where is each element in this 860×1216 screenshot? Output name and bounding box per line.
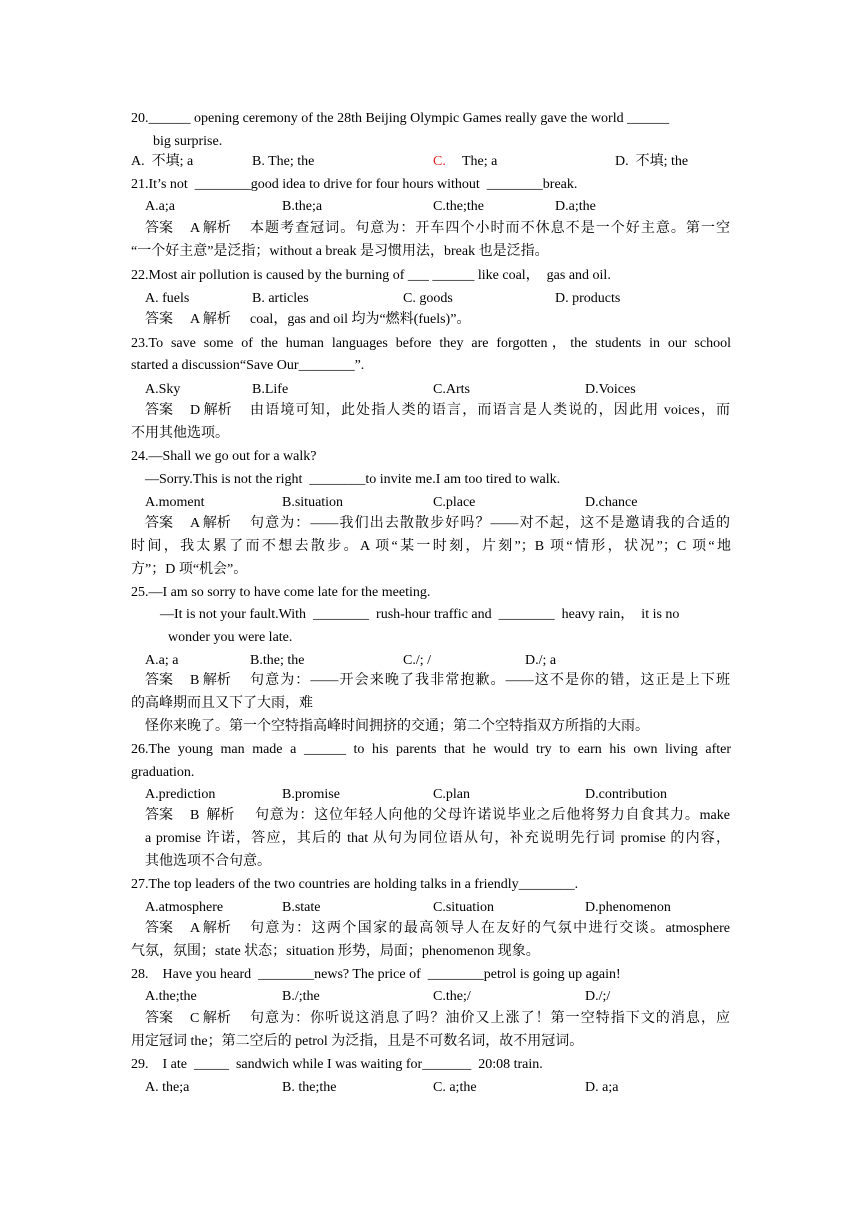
answer-value: B 解析 — [190, 673, 231, 688]
question-28-stem: 28. Have you heard ________news? The price of ________petrol is going up again! — [131, 967, 621, 982]
explanation-cont: 方”；D 项“机会”。 — [131, 562, 248, 577]
option-d: D. a;a — [585, 1080, 619, 1095]
question-21-stem: 21.It’s not ________good idea to drive for four hours without ________break. — [131, 177, 578, 192]
explanation-cont: 不用其他选项。 — [131, 426, 229, 441]
option-a: A.Sky — [145, 382, 181, 397]
option-b: B. articles — [252, 291, 309, 306]
option-b: B.promise — [282, 787, 340, 802]
question-25-stem-cont: —It is not your fault.With ________ rush-hour traffic and ________ heavy rain， it is no — [160, 607, 680, 622]
option-b: B.the;a — [282, 199, 323, 214]
option-c: C.place — [433, 495, 476, 510]
question-29-stem: 29. I ate _____ sandwich while I was waiting for_______ 20:08 train. — [131, 1057, 543, 1072]
option-d: D.Voices — [585, 382, 636, 397]
option-a: A.prediction — [145, 787, 216, 802]
answer-value: C 解析 — [190, 1011, 231, 1026]
explanation: 句意为：这两个国家的最高领导人在友好的气氛中进行交谈。atmosphere — [250, 921, 730, 936]
option-b: B.Life — [252, 382, 289, 397]
option-d: D.phenomenon — [585, 900, 671, 915]
answer-value: D 解析 — [190, 403, 232, 418]
answer-value: A 解析 — [190, 221, 231, 236]
option-b: B.the; the — [250, 653, 305, 668]
option-c: C. goods — [403, 291, 453, 306]
answer-value: A 解析 — [190, 516, 231, 531]
question-20-stem: 20.______ opening ceremony of the 28th Beijing Olympic Games really gave the world ______ — [131, 111, 670, 126]
option-b: B.situation — [282, 495, 344, 510]
answer-label: 答案 — [145, 312, 173, 327]
question-20-stem-cont: big surprise. — [153, 134, 223, 149]
option-c: C.the;the — [433, 199, 484, 214]
question-25-stem: 25.—I am so sorry to have come late for the meeting. — [131, 585, 431, 600]
option-c: C.the;/ — [433, 989, 471, 1004]
option-a: A. 不填; a — [131, 154, 194, 169]
option-a: A.a;a — [145, 199, 175, 214]
answer-label: 答案 — [145, 808, 173, 823]
option-d: D.a;the — [555, 199, 596, 214]
option-c: C./; / — [403, 653, 432, 668]
answer-label: 答案 — [145, 673, 173, 688]
answer-label: 答案 — [145, 921, 173, 936]
option-d: D. 不填; the — [615, 154, 689, 169]
option-a: A.a; a — [145, 653, 179, 668]
question-22-stem: 22.Most air pollution is caused by the burning of ___ ______ like coal， gas and oil. — [131, 268, 611, 283]
option-d: D.contribution — [585, 787, 668, 802]
answer-value: A 解析 — [190, 921, 231, 936]
option-a: A.the;the — [145, 989, 197, 1004]
question-24-stem: 24.—Shall we go out for a walk? — [131, 449, 317, 464]
question-26-stem-cont: graduation. — [131, 765, 195, 780]
answer-label: 答案 — [145, 516, 173, 531]
option-a: A. the;a — [145, 1080, 190, 1095]
question-23-stem: 23.To save some of the human languages before they are forgotten，the students in our school — [131, 336, 731, 351]
explanation-cont: 其他选项不合句意。 — [145, 854, 271, 869]
question-26-stem: 26.The young man made a ______ to his parents that he would try to earn his own living after — [131, 742, 731, 757]
explanation: 句意为：这位年轻人向他的父母许诺说毕业之后他将努力自食其力。make — [255, 808, 730, 823]
explanation-cont: 怪你来晚了。第一个空特指高峰时间拥挤的交通；第二个空特指双方所指的大雨。 — [145, 719, 649, 734]
answer-label: 答案 — [145, 1011, 173, 1026]
explanation-cont: “一个好主意”是泛指；without a break 是习惯用法，break 也是泛指。 — [131, 244, 549, 259]
question-24-stem-cont: —Sorry.This is not the right ________to invite me.I am too tired to walk. — [145, 472, 561, 487]
answer-label: 答案 — [145, 403, 173, 418]
option-d: D. products — [555, 291, 621, 306]
option-c: C.plan — [433, 787, 470, 802]
option-d: D./;/ — [585, 989, 611, 1004]
question-23-stem-cont: started a discussion“Save Our________”. — [131, 358, 365, 373]
option-b: B. the;the — [282, 1080, 337, 1095]
option-b: B.state — [282, 900, 321, 915]
option-c: C.situation — [433, 900, 495, 915]
answer-label: 答案 — [145, 221, 173, 236]
explanation: 句意为：——我们出去散散步好吗？——对不起，这不是邀请我的合适的 — [250, 516, 730, 531]
explanation-cont: 时间，我太累了而不想去散步。A 项“某一时刻，片刻”；B 项“情形，状况”；C 项“地 — [131, 539, 731, 554]
question-25-stem-cont: wonder you were late. — [168, 630, 293, 645]
option-a: A.atmosphere — [145, 900, 224, 915]
explanation: 句意为：你听说这消息了吗？油价又上涨了！第一空特指下文的消息，应 — [250, 1011, 730, 1026]
option-d: D./; a — [525, 653, 557, 668]
option-a: A. fuels — [145, 291, 190, 306]
option-b: B. The; the — [252, 154, 315, 169]
explanation-cont: 用定冠词 the；第二空后的 petrol 为泛指，且是不可数名词，故不用冠词。 — [131, 1034, 584, 1049]
explanation-cont: a promise 许诺，答应，其后的 that 从句为同位语从句，补充说明先行词 promise 的内容， — [145, 831, 730, 846]
explanation-cont: 的高峰期而且又下了大雨，难 — [131, 696, 313, 711]
answer-value: B 解析 — [190, 808, 235, 823]
explanation: 句意为：——开会来晚了我非常抱歉。——这不是你的错，这正是上下班 — [250, 673, 730, 688]
option-d: D.chance — [585, 495, 638, 510]
explanation: 由语境可知，此处指人类的语言，而语言是人类说的，因此用 voices，而 — [250, 403, 730, 418]
explanation: coal，gas and oil 均为“燃料(fuels)”。 — [250, 312, 471, 327]
option-c: The; a — [462, 154, 498, 169]
explanation-cont: 气氛，氛围；state 状态；situation 形势，局面；phenomenon 现象。 — [131, 944, 540, 959]
option-c: C. a;the — [433, 1080, 477, 1095]
option-a: A.moment — [145, 495, 205, 510]
question-27-stem: 27.The top leaders of the two countries are holding talks in a friendly________. — [131, 877, 579, 892]
answer-value: A 解析 — [190, 312, 231, 327]
option-c: C.Arts — [433, 382, 470, 397]
option-b: B./;the — [282, 989, 320, 1004]
explanation: 本题考查冠词。句意为：开车四个小时而不休息不是一个好主意。第一空 — [250, 221, 730, 236]
option-c-letter: C. — [433, 154, 446, 169]
